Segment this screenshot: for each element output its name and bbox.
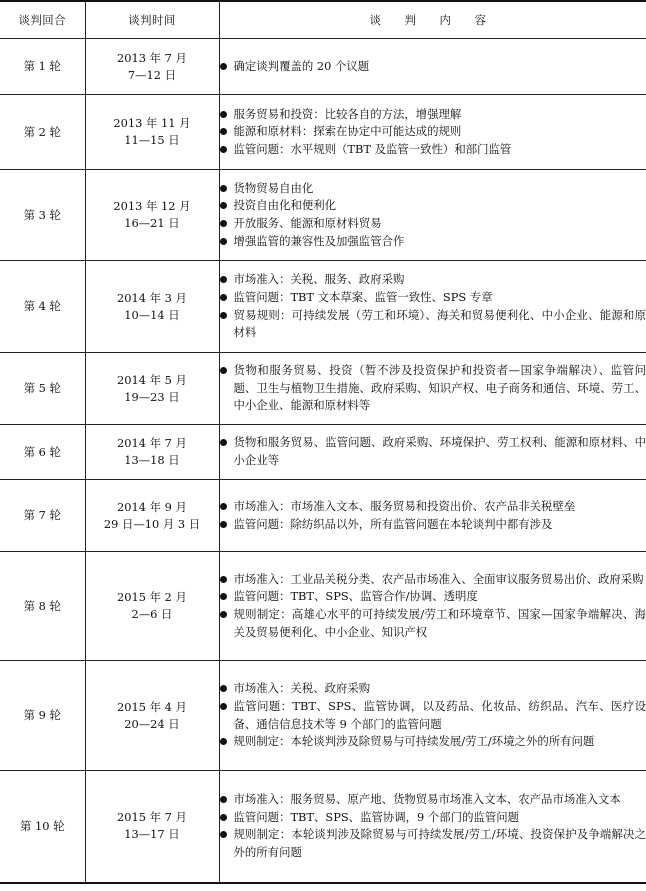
time-cell	[85, 480, 219, 552]
bullet-list	[220, 791, 646, 861]
time-days: 29 日—10 月 3 日	[103, 516, 201, 531]
bullet-item: 市场准入：服务贸易、原产地、货物贸易市场准入文本、农产品市场准入文本	[220, 791, 646, 809]
time-days: 7—12 日	[127, 67, 177, 82]
content-cell	[219, 661, 646, 771]
table-row	[0, 771, 646, 883]
time-days: 16—21 日	[124, 216, 180, 230]
bullet-item: 规则制定：本轮谈判涉及除贸易与可持续发展/劳工/环境、投资保护及争端解决之外的所有问题	[220, 826, 646, 861]
bullet-item: 服务贸易和投资：比较各自的方法，增强理解	[220, 106, 646, 124]
time-cell	[85, 261, 219, 353]
round-cell: 第 3 轮	[0, 170, 85, 261]
time-cell	[85, 425, 219, 480]
time-cell	[85, 170, 219, 261]
bullet-item: 能源和原材料：探索在协定中可能达成的规则	[220, 123, 646, 141]
time-cell	[85, 95, 219, 170]
bullet-item: 投资自由化和便利化	[220, 197, 646, 215]
table-row	[0, 353, 646, 425]
time-month: 2013 年 7 月	[117, 50, 187, 65]
bullet-item: 货物贸易自由化	[220, 180, 646, 198]
bullet-list	[220, 271, 646, 341]
bullet-item: 开放服务、能源和原材料贸易	[220, 215, 646, 233]
content-cell	[219, 353, 646, 425]
time-days: 10—14 日	[124, 307, 180, 322]
content-cell	[219, 261, 646, 353]
round-cell: 第 9 轮	[0, 661, 85, 771]
bullet-item: 市场准入：工业品关税分类、农产品市场准入、全面审议服务贸易出价、政府采购	[220, 571, 646, 589]
table-body	[0, 39, 646, 883]
time-cell	[85, 661, 219, 771]
round-cell: 第 2 轮	[0, 95, 85, 170]
table-row	[0, 261, 646, 353]
time-days: 13—18 日	[124, 453, 180, 467]
bullet-item: 规则制定：高雄心水平的可持续发展/劳工和环境章节、国家—国家争端解决、海关及贸易便利化、中小企业、知识产权	[220, 606, 646, 641]
bullet-item: 增强监管的兼容性及加强监管合作	[220, 233, 646, 251]
time-month: 2015 年 4 月	[117, 699, 187, 714]
time-cell	[85, 552, 219, 661]
header-round: 谈判回合	[0, 1, 85, 39]
time-days: 11—15 日	[124, 133, 180, 147]
time-month: 2014 年 7 月	[117, 436, 187, 450]
time-month: 2015 年 2 月	[117, 590, 187, 604]
bullet-item: 货物和服务贸易、监管问题、政府采购、环境保护、劳工权利、能源和原材料、中小企业等	[220, 434, 646, 469]
time-month: 2015 年 7 月	[117, 810, 187, 825]
bullet-item: 监管问题：TBT、SPS、监管协调，以及药品、化妆品、纺织品、汽车、医疗设备、通信信息技术等 9 个部门的监管问题	[220, 698, 646, 733]
table-row	[0, 95, 646, 170]
round-cell: 第 1 轮	[0, 39, 85, 95]
bullet-item: 监管问题：TBT、SPS、监管协调，9 个部门的监管问题	[220, 809, 646, 827]
time-days: 20—24 日	[124, 716, 180, 731]
bullet-item: 贸易规则：可持续发展（劳工和环境）、海关和贸易便利化、中小企业、能源和原材料	[220, 307, 646, 342]
bullet-item: 货物和服务贸易、投资（暂不涉及投资保护和投资者—国家争端解决）、监管问题、卫生与植物卫生措施、政府采购、知识产权、电子商务和通信、环境、劳工、中小企业、能源和原材料等	[220, 362, 646, 415]
time-cell	[85, 353, 219, 425]
bullet-list	[220, 58, 646, 76]
content-cell	[219, 552, 646, 661]
table-row	[0, 552, 646, 661]
round-cell: 第 4 轮	[0, 261, 85, 353]
bullet-item: 监管问题：除纺织品以外，所有监管问题在本轮谈判中都有涉及	[220, 516, 646, 534]
table-row	[0, 425, 646, 480]
time-days: 2—6 日	[131, 607, 173, 621]
time-month: 2013 年 11 月	[113, 116, 191, 130]
table-row	[0, 170, 646, 261]
time-cell	[85, 39, 219, 95]
bullet-item: 确定谈判覆盖的 20 个议题	[220, 58, 646, 76]
content-cell	[219, 170, 646, 261]
bullet-item: 监管问题：TBT、SPS、监管合作/协调、透明度	[220, 588, 646, 606]
bullet-item: 市场准入：关税、政府采购	[220, 680, 646, 698]
bullet-item: 市场准入：关税、服务、政府采购	[220, 271, 646, 289]
time-days: 13—17 日	[124, 827, 180, 842]
content-cell	[219, 39, 646, 95]
bullet-item: 规则制定：本轮谈判涉及除贸易与可持续发展/劳工/环境之外的所有问题	[220, 733, 646, 751]
time-month: 2013 年 12 月	[113, 199, 191, 213]
bullet-item: 监管问题：TBT 文本草案、监管一致性、SPS 专章	[220, 289, 646, 307]
table-row	[0, 480, 646, 552]
time-days: 19—23 日	[124, 389, 180, 404]
content-cell	[219, 480, 646, 552]
time-month: 2014 年 9 月	[117, 499, 187, 514]
bullet-list	[220, 498, 646, 533]
round-cell: 第 8 轮	[0, 552, 85, 661]
bullet-list	[220, 362, 646, 415]
time-month: 2014 年 5 月	[117, 372, 187, 387]
round-cell: 第 10 轮	[0, 771, 85, 883]
time-cell	[85, 771, 219, 883]
round-cell: 第 6 轮	[0, 425, 85, 480]
content-cell	[219, 425, 646, 480]
content-cell	[219, 771, 646, 883]
bullet-list	[220, 571, 646, 641]
table-row	[0, 661, 646, 771]
round-cell: 第 5 轮	[0, 353, 85, 425]
header-content: 谈 判 内 容	[219, 1, 646, 39]
bullet-list	[220, 434, 646, 469]
round-cell: 第 7 轮	[0, 480, 85, 552]
bullet-item: 市场准入：市场准入文本、服务贸易和投资出价、农产品非关税壁垒	[220, 498, 646, 516]
time-month: 2014 年 3 月	[117, 290, 187, 305]
bullet-list	[220, 680, 646, 750]
bullet-list	[220, 180, 646, 250]
table-row	[0, 39, 646, 95]
bullet-item: 监管问题：水平规则（TBT 及监管一致性）和部门监管	[220, 141, 646, 159]
bullet-list	[220, 106, 646, 159]
table-header-row	[0, 1, 646, 39]
content-cell	[219, 95, 646, 170]
header-time: 谈判时间	[85, 1, 219, 39]
